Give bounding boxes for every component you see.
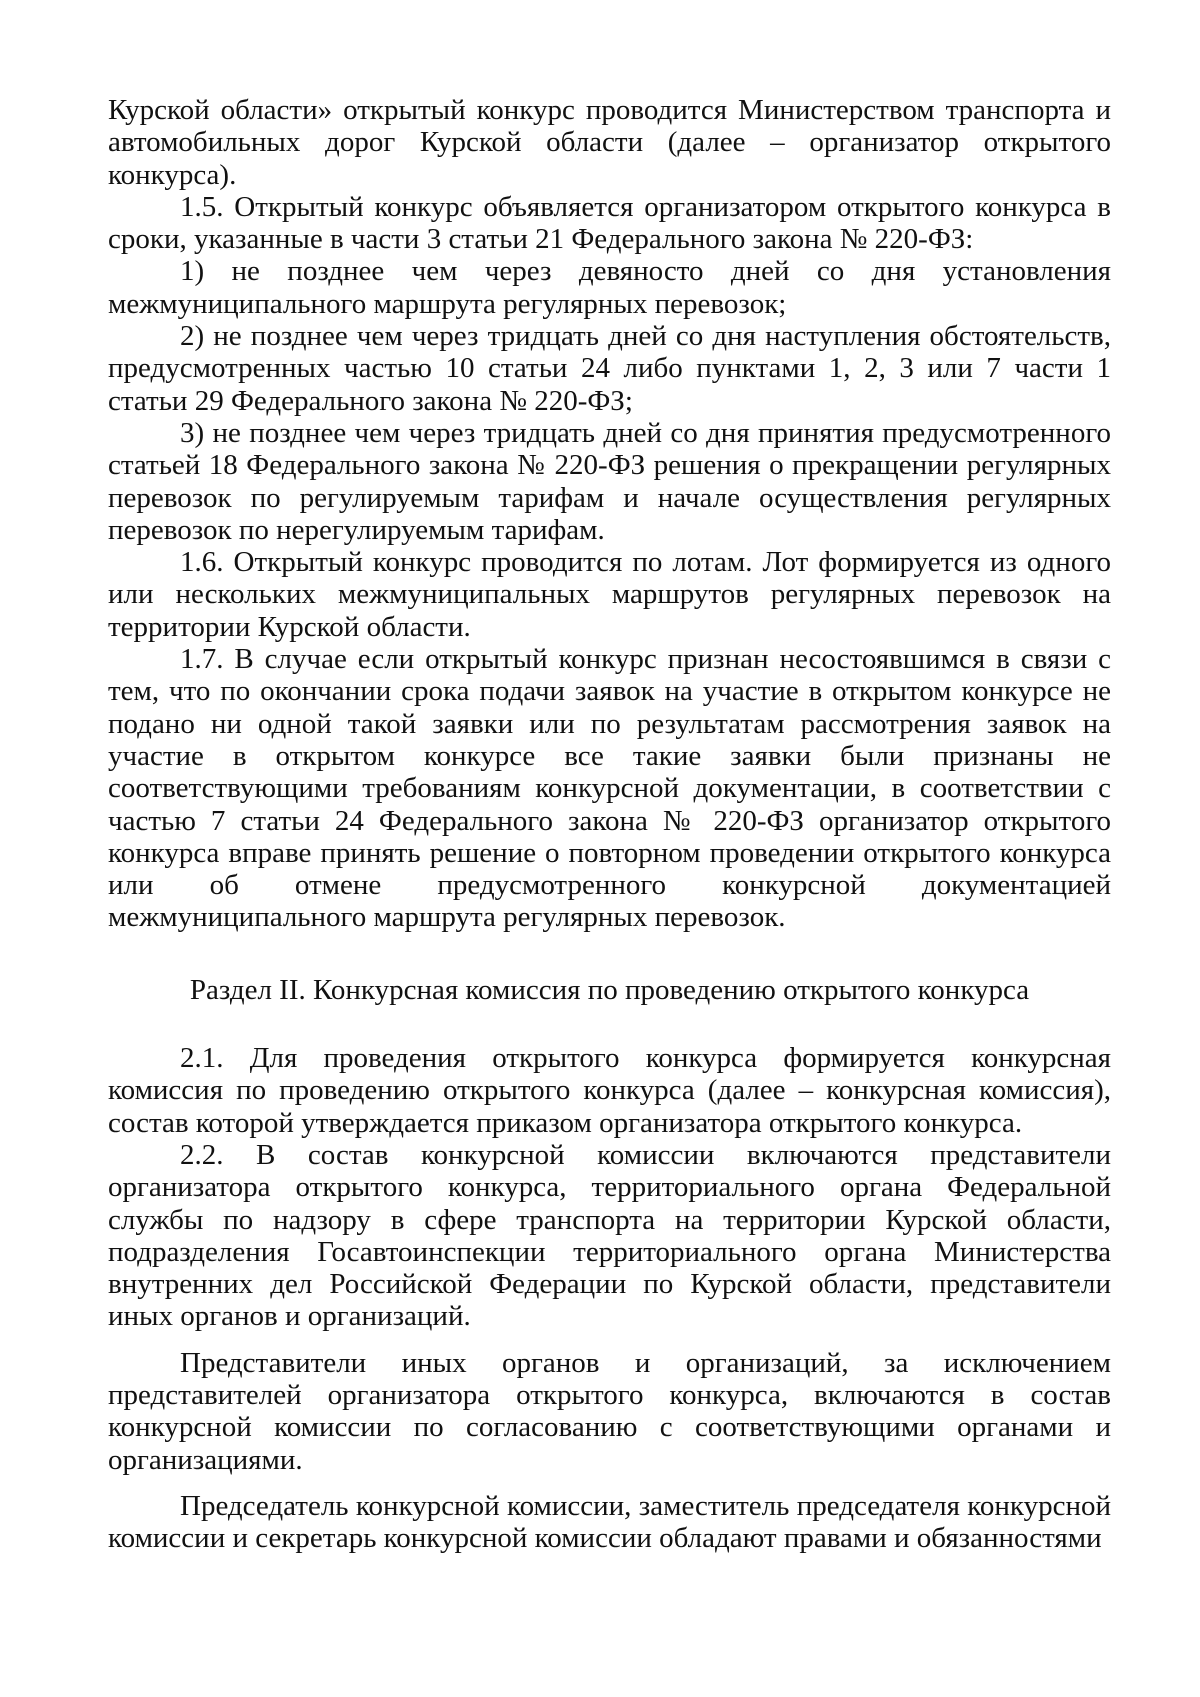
paragraph-spacer xyxy=(108,1333,1111,1347)
list-item-2: 2) не позднее чем через тридцать дней со дня наступления обстоятельств, предусмотренных частью 10 статьи 24 либо пунктами 1, 2, 3 или 7 части 1 статьи 29 Федерального закона № 220-ФЗ; xyxy=(108,320,1111,417)
paragraph-spacer xyxy=(108,1476,1111,1490)
paragraph-2-2: 2.2. В состав конкурсной комиссии включаются представители организатора открытого конкурса, территориального органа Федеральной службы по надзору в сфере транспорта на территории Курской области, подразделения Госавтоинспекции территориального органа Министерства внутренних дел Российской Федерации по Курской области, представители иных органов и организаций. xyxy=(108,1138,1111,1333)
paragraph-1-4-continuation: Курской области» открытый конкурс проводится Министерством транспорта и автомобильных дорог Курской области (далее – организатор открытого конкурса). xyxy=(108,94,1111,191)
list-item-1: 1) не позднее чем через девяносто дней со дня установления межмуниципального маршрута регулярных перевозок; xyxy=(108,255,1111,320)
paragraph-1-5: 1.5. Открытый конкурс объявляется организатором открытого конкурса в сроки, указанные в части 3 статьи 21 Федерального закона № 220-ФЗ: xyxy=(108,190,1111,256)
paragraph-1-7: 1.7. В случае если открытый конкурс признан несостоявшимся в связи с тем, что по окончании срока подачи заявок на участие в открытом конкурсе не подано ни одной такой заявки или по результатам рассмотрения заявок на участие в открытом конкурсе все такие заявки были признаны не соответствующими требованиям конкурсной документации, в соответствии с частью 7 статьи 24 Федерального закона № 220-ФЗ организатор открытого конкурса вправе принять решение о повторном проведении открытого конкурса или об отмене предусмотренного конкурсной документацией межмуниципального маршрута регулярных перевозок. xyxy=(108,643,1111,934)
document-page xyxy=(108,94,1111,1554)
section-heading: Раздел II. Конкурсная комиссия по проведению открытого конкурса xyxy=(189,973,1030,1006)
paragraph-1-6: 1.6. Открытый конкурс проводится по лотам. Лот формируется из одного или нескольких межмуниципальных маршрутов регулярных перевозок на территории Курской области. xyxy=(108,546,1111,643)
paragraph-representatives: Представители иных органов и организаций, за исключением представителей организатора открытого конкурса, включаются в состав конкурсной комиссии по согласованию с соответствующими органами и организациями. xyxy=(108,1346,1111,1476)
list-item-3: 3) не позднее чем через тридцать дней со дня принятия предусмотренного статьей 18 Федерального закона № 220-ФЗ решения о прекращении регулярных перевозок по регулируемым тарифам и начале осуществления регулярных перевозок по нерегулируемым тарифам. xyxy=(108,416,1111,546)
paragraph-chairman: Председатель конкурсной комиссии, заместитель председателя конкурсной комиссии и секретарь конкурсной комиссии обладают правами и обязанностями xyxy=(108,1489,1111,1555)
paragraph-2-1: 2.1. Для проведения открытого конкурса формируется конкурсная комиссия по проведению открытого конкурса (далее – конкурсная комиссия), состав которой утверждается приказом организатора открытого конкурса. xyxy=(108,1042,1111,1139)
